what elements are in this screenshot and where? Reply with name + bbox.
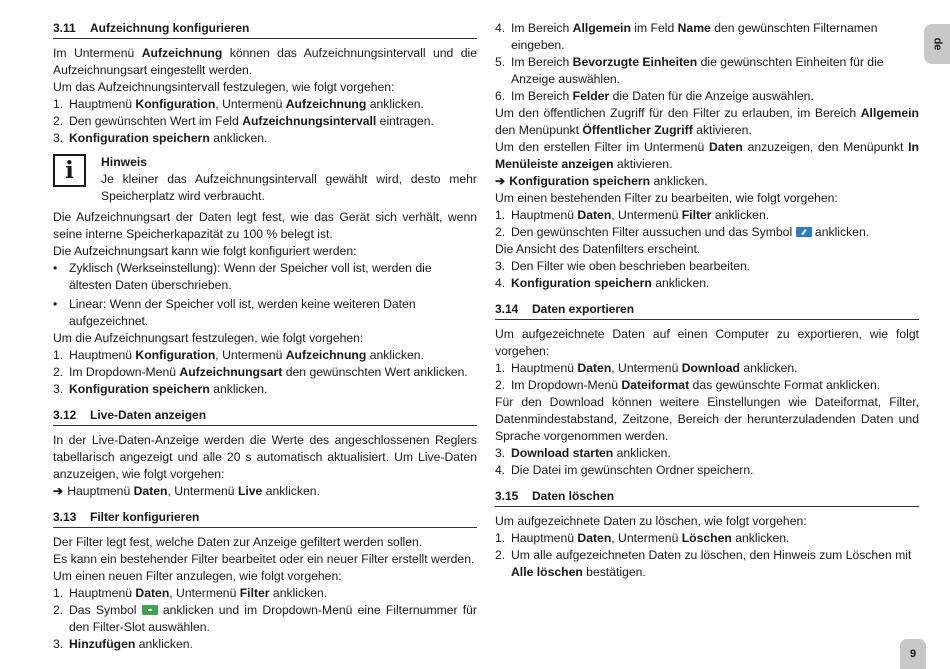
- section-heading-3-14: 3.14 Daten exportieren: [495, 301, 919, 320]
- paragraph: Um den erstellen Filter im Untermenü Daten anzuzeigen, den Menüpunkt In Menüleiste anzeigen aktivieren.: [495, 140, 919, 171]
- list-item: 6. Im Bereich Felder die Daten für die Anzeige auswählen.: [495, 89, 814, 103]
- add-filter-icon: [142, 605, 158, 615]
- list-item: 1. Hauptmenü Daten, Untermenü Löschen anklicken.: [495, 531, 790, 545]
- arrow-right-icon: ➔: [53, 484, 64, 498]
- paragraph: Um das Aufzeichnungsintervall festzulegen, wie folgt vorgehen:: [53, 80, 395, 94]
- paragraph: Um aufgezeichnete Daten zu löschen, wie folgt vorgehen:: [495, 514, 807, 528]
- list-item: 2. Den gewünschten Wert im Feld Aufzeichnungsintervall eintragen.: [53, 114, 434, 128]
- left-column: [53, 20, 477, 653]
- info-icon: i: [53, 154, 86, 187]
- list-item: 2. Im Dropdown-Menü Aufzeichnungsart den gewünschten Wert anklicken.: [53, 365, 468, 379]
- paragraph: Die Aufzeichnungsart kann wie folgt konfiguriert werden:: [53, 244, 357, 258]
- list-item: 4. Im Bereich Allgemein im Feld Name den gewünschten Filternamen eingeben.: [495, 21, 878, 52]
- list-item: 2. Das Symbol anklicken und im Dropdown-Menü eine Filternummer für den Filter-Slot auswählen.: [53, 603, 477, 634]
- list-item: 3. Konfiguration speichern anklicken.: [53, 382, 268, 396]
- section-heading-3-12: 3.12 Live-Daten anzeigen: [53, 407, 477, 426]
- paragraph: Um aufgezeichnete Daten auf einen Computer zu exportieren, wie folgt vorgehen:: [495, 327, 919, 358]
- paragraph: Die Ansicht des Datenfilters erscheint.: [495, 242, 701, 256]
- list-item: 5. Im Bereich Bevorzugte Einheiten die gewünschten Einheiten für die Anzeige auswählen.: [495, 55, 884, 86]
- language-tab: de: [924, 24, 950, 64]
- paragraph: Um einen bestehenden Filter zu bearbeiten, wie folgt vorgehen:: [495, 191, 838, 205]
- section-heading-3-11: 3.11 Aufzeichnung konfigurieren: [53, 20, 477, 39]
- page-number: 9: [900, 639, 926, 669]
- list-item: 1. Hauptmenü Konfiguration, Untermenü Aufzeichnung anklicken.: [53, 97, 424, 111]
- bullet-item: • Linear: Wenn der Speicher voll ist, werden keine weiteren Daten aufgezeichnet.: [53, 297, 416, 328]
- paragraph: Um die Aufzeichnungsart festzulegen, wie folgt vorgehen:: [53, 331, 364, 345]
- note-title: Hinweis: [101, 155, 148, 169]
- action-line: ➔ Hauptmenü Daten, Untermenü Live anklicken.: [53, 484, 320, 498]
- note-box: [53, 154, 477, 205]
- list-item: 3. Hinzufügen anklicken.: [53, 637, 193, 651]
- paragraph: Für den Download können weitere Einstellungen wie Dateiformat, Filter, Datenmindestabstand, Zeitzone, Bereich der herunterzuladenden Daten und Sprache vorgenommen werden.: [495, 395, 919, 443]
- arrow-right-icon: ➔: [495, 174, 506, 188]
- edit-filter-icon: [796, 227, 812, 237]
- list-item: 4. Konfiguration speichern anklicken.: [495, 276, 710, 290]
- list-item: 1. Hauptmenü Daten, Untermenü Filter anklicken.: [495, 208, 770, 222]
- list-item: 2. Den gewünschten Filter aussuchen und das Symbol anklicken.: [495, 225, 870, 239]
- paragraph: Um den öffentlichen Zugriff für den Filter zu erlauben, im Bereich Allgemein den Menüpunkt Öffentlicher Zugriff aktivieren.: [495, 106, 919, 137]
- right-column: [495, 20, 919, 581]
- list-item: 1. Hauptmenü Daten, Untermenü Download anklicken.: [495, 361, 798, 375]
- paragraph: Um einen neuen Filter anzulegen, wie folgt vorgehen:: [53, 569, 342, 583]
- paragraph: Es kann ein bestehender Filter bearbeitet oder ein neuer Filter erstellt werden.: [53, 552, 475, 566]
- list-item: 3. Download starten anklicken.: [495, 446, 671, 460]
- paragraph: In der Live-Daten-Anzeige werden die Werte des angeschlossenen Reglers tabellarisch angezeigt und alle 20 s automatisch aktualisiert. Um Live-Daten anzuzeigen, wie folgt vorgehen:: [53, 433, 477, 481]
- section-heading-3-15: 3.15 Daten löschen: [495, 488, 919, 507]
- paragraph: Der Filter legt fest, welche Daten zur Anzeige gefiltert werden sollen.: [53, 535, 423, 549]
- list-item: 1. Hauptmenü Konfiguration, Untermenü Aufzeichnung anklicken.: [53, 348, 424, 362]
- note-text: Je kleiner das Aufzeichnungsintervall gewählt wird, desto mehr Speicherplatz wird verbraucht.: [101, 172, 477, 203]
- list-item: 3. Konfiguration speichern anklicken.: [53, 131, 268, 145]
- section-heading-3-13: 3.13 Filter konfigurieren: [53, 509, 477, 528]
- paragraph: Im Untermenü Aufzeichnung können das Aufzeichnungsintervall und die Aufzeichnungsart eingestellt werden.: [53, 46, 478, 77]
- bullet-item: • Zyklisch (Werkseinstellung): Wenn der Speicher voll ist, werden die ältesten Daten überschrieben.: [53, 261, 432, 292]
- list-item: 1. Hauptmenü Daten, Untermenü Filter anklicken.: [53, 586, 328, 600]
- list-item: 4. Die Datei im gewünschten Ordner speichern.: [495, 463, 754, 477]
- list-item: 3. Den Filter wie oben beschrieben bearbeiten.: [495, 259, 751, 273]
- list-item: 2. Um alle aufgezeichneten Daten zu löschen, den Hinweis zum Löschen mit Alle löschen bestätigen.: [495, 548, 912, 579]
- paragraph: Die Aufzeichnungsart der Daten legt fest, wie das Gerät sich verhält, wenn seine interne Speicherkapazität zu 100 % belegt ist.: [53, 210, 477, 241]
- list-item: 2. Im Dropdown-Menü Dateiformat das gewünschte Format anklicken.: [495, 378, 881, 392]
- action-line: ➔ Konfiguration speichern anklicken.: [495, 174, 708, 188]
